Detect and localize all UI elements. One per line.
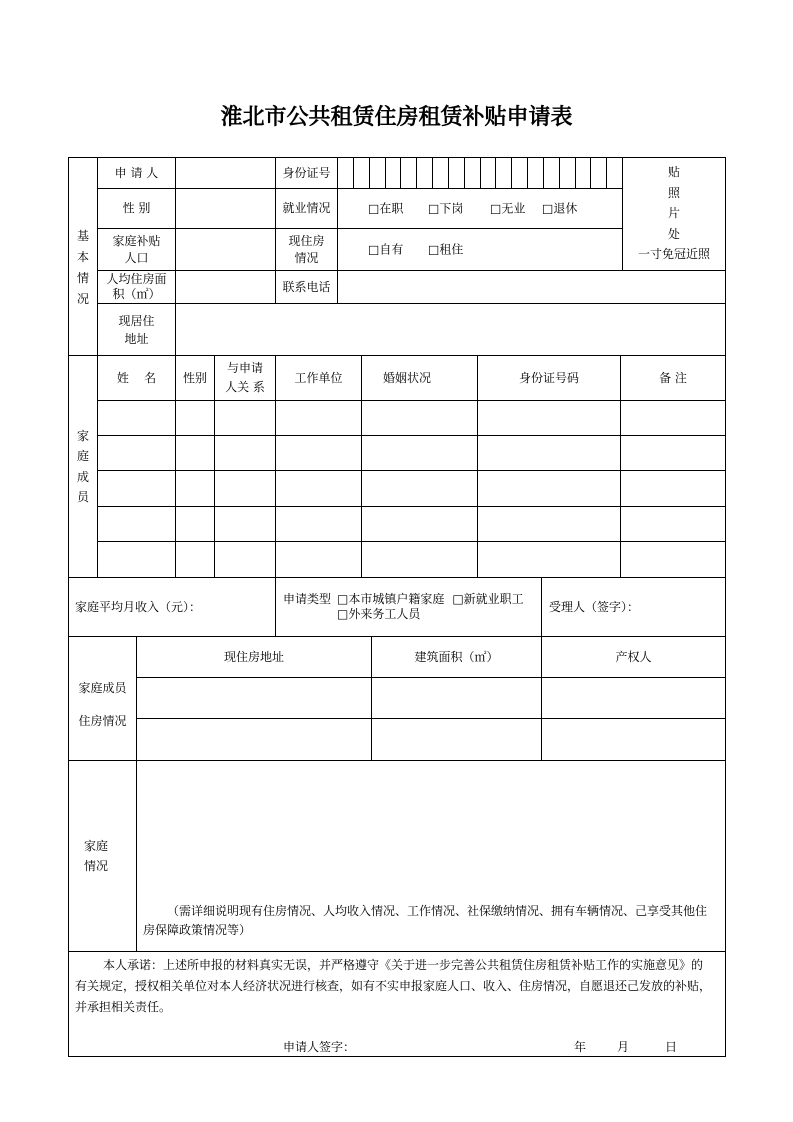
address-label: 现居住地址 — [118, 313, 155, 346]
receiver-signature-label: 受理人（签字）： — [541, 577, 726, 637]
id-number-digit-box — [385, 157, 401, 189]
family-member-row-4-marital-status-cell — [361, 506, 478, 542]
family-member-row-1-relation-cell — [214, 400, 276, 436]
gender-label: 性 别 — [97, 188, 176, 229]
family-member-row-3-name-cell — [97, 470, 176, 507]
gender-value-cell — [175, 188, 276, 229]
family-members-section-label: 家庭成员 — [76, 428, 89, 504]
date-year-label: 年 — [574, 1040, 587, 1054]
address-value-cell — [175, 303, 726, 356]
photo-placeholder-cell — [622, 157, 726, 271]
id-number-digit-box — [559, 157, 576, 189]
id-number-digit-box — [448, 157, 465, 189]
application-type-label: 申请类型 — [283, 592, 332, 606]
family-member-row-3-marital-status-cell — [361, 470, 478, 507]
employment-options-cell — [337, 188, 623, 229]
housing-column-owner: 产权人 — [541, 636, 726, 678]
id-number-digit-box — [495, 157, 512, 189]
subsidy-population-label: 家庭补贴人口 — [112, 233, 161, 265]
family-member-row-2-id-number-cell — [477, 435, 621, 471]
commitment-cell — [68, 951, 726, 1057]
id-number-digit-box — [416, 157, 433, 189]
housing-status-label: 现住房情况 — [288, 233, 325, 265]
family-member-row-4-relation-cell — [214, 506, 276, 542]
family-member-row-1-name-cell — [97, 400, 176, 436]
id-number-digit-box — [590, 157, 607, 189]
id-number-digit-box — [543, 157, 560, 189]
family-situation-label-cell — [68, 760, 137, 952]
family-housing-row-2-address-cell — [136, 718, 372, 761]
family-member-row-2-relation-cell — [214, 435, 276, 471]
photo-label: 贴照片处 — [667, 165, 680, 241]
family-member-row-4-work-unit-cell — [275, 506, 362, 542]
family-member-row-1-gender-cell — [175, 400, 215, 436]
family-column-work-unit: 工作单位 — [275, 355, 362, 401]
family-member-row-5-relation-cell — [214, 541, 276, 578]
family-column-name: 姓 名 — [97, 355, 176, 401]
employment-option-unemployed: □无业 — [490, 201, 526, 215]
per-capita-area-value-cell — [175, 270, 276, 304]
family-member-row-3-gender-cell — [175, 470, 215, 507]
family-member-row-2-work-unit-cell — [275, 435, 362, 471]
family-member-row-3-remark-cell — [620, 470, 726, 507]
family-situation-label: 家庭情况 — [83, 839, 108, 873]
basic-info-section-label-cell — [68, 157, 98, 356]
photo-size-note: 一寸免冠近照 — [637, 247, 710, 261]
family-member-row-1-work-unit-cell — [275, 400, 362, 436]
employment-option-retired: □退休 — [542, 201, 578, 215]
family-member-row-2-remark-cell — [620, 435, 726, 471]
application-type-group — [283, 592, 529, 622]
id-number-digit-box — [400, 157, 417, 189]
family-member-row-3-relation-cell — [214, 470, 276, 507]
family-housing-section-label-cell — [68, 636, 137, 761]
family-situation-note: （需详细说明现有住房情况、人均收入情况、工作情况、社保缴纳情况、拥有车辆情况、己享受其他住房保障政策情况等） — [143, 904, 708, 937]
applicant-value-cell — [175, 157, 276, 189]
subsidy-population-label-cell — [97, 228, 176, 271]
family-member-row-5-work-unit-cell — [275, 541, 362, 578]
family-member-row-1-marital-status-cell — [361, 400, 478, 436]
family-housing-row-1-address-cell — [136, 677, 372, 719]
family-member-row-2-marital-status-cell — [361, 435, 478, 471]
id-number-digit-box — [527, 157, 544, 189]
basic-info-section-label: 基本情况 — [76, 228, 89, 306]
application-type-options — [337, 592, 529, 622]
address-label-cell — [97, 303, 176, 356]
family-member-row-4-id-number-cell — [477, 506, 621, 542]
family-member-row-3-id-number-cell — [477, 470, 621, 507]
family-member-row-1-id-number-cell — [477, 400, 621, 436]
family-column-marital-status: 婚姻状况 — [361, 355, 478, 401]
id-number-digit-box — [353, 157, 370, 189]
application-type-option-local-urban: □本市城镇户籍家庭 — [337, 592, 445, 606]
family-member-row-2-gender-cell — [175, 435, 215, 471]
id-number-digit-box — [337, 157, 354, 189]
family-situation-content-cell — [136, 760, 726, 952]
applicant-signature-label: 申请人签字： — [283, 1040, 356, 1054]
family-member-row-3-work-unit-cell — [275, 470, 362, 507]
family-member-row-5-gender-cell — [175, 541, 215, 578]
employment-option-laid-off: □下岗 — [428, 201, 464, 215]
family-column-remark: 备 注 — [620, 355, 726, 401]
family-member-row-1-remark-cell — [620, 400, 726, 436]
family-column-id-number: 身份证号码 — [477, 355, 621, 401]
family-column-relation: 与申请人关 系 — [225, 361, 265, 394]
family-housing-row-1-area-cell — [371, 677, 542, 719]
application-type-cell — [275, 577, 542, 637]
id-number-digit-box — [432, 157, 449, 189]
id-number-digit-box — [511, 157, 528, 189]
id-number-digit-box — [606, 157, 623, 189]
family-housing-row-2-owner-cell — [541, 718, 726, 761]
phone-label: 联系电话 — [275, 270, 338, 304]
family-member-row-4-gender-cell — [175, 506, 215, 542]
id-number-digit-box — [480, 157, 496, 189]
housing-status-option-rented: □租住 — [428, 242, 464, 256]
commitment-text: 本人承诺：上述所申报的材料真实无误，并严格遵守《关于进一步完善公共租赁住房租赁补贴工作的实施意见》的有关规定，授权相关单位对本人经济状况进行核查，如有不实申报家庭人口、收入、住房情况，自愿退还己发放的补贴，并承担相关责任。 — [75, 958, 712, 1014]
per-capita-area-label: 人均住房面积（㎡） — [106, 272, 167, 301]
date-month-label: 月 — [617, 1040, 630, 1054]
monthly-income-label: 家庭平均月收入（元）： — [68, 577, 276, 637]
family-member-row-4-name-cell — [97, 506, 176, 542]
housing-status-options-cell — [337, 228, 623, 271]
family-member-row-5-name-cell — [97, 541, 176, 578]
employment-label: 就业情况 — [275, 188, 338, 229]
family-column-relation-cell — [214, 355, 276, 401]
id-number-digit-box — [575, 157, 591, 189]
family-column-gender: 性别 — [175, 355, 215, 401]
date-day-label: 日 — [665, 1040, 678, 1054]
family-member-row-5-remark-cell — [620, 541, 726, 578]
application-type-option-new-employee: □新就业职工 — [452, 592, 524, 606]
family-members-section-label-cell — [68, 355, 98, 578]
per-capita-area-label-cell — [97, 270, 176, 304]
family-member-row-2-name-cell — [97, 435, 176, 471]
family-housing-row-2-area-cell — [371, 718, 542, 761]
family-housing-section-label: 家庭成员住房情况 — [78, 681, 127, 728]
housing-column-address: 现住房地址 — [136, 636, 372, 678]
form-title: 淮北市公共租赁住房租赁补贴申请表 — [220, 104, 573, 130]
employment-option-employed: □在职 — [368, 201, 404, 215]
family-member-row-5-marital-status-cell — [361, 541, 478, 578]
id-number-digit-box — [464, 157, 481, 189]
family-member-row-5-id-number-cell — [477, 541, 621, 578]
housing-status-label-cell — [275, 228, 338, 271]
application-type-option-migrant-worker: □外来务工人员 — [337, 607, 421, 621]
id-number-digit-box — [369, 157, 386, 189]
housing-column-area: 建筑面积（㎡） — [371, 636, 542, 678]
housing-status-option-owned: □自有 — [368, 242, 404, 256]
applicant-label: 申 请 人 — [97, 157, 176, 189]
family-housing-row-1-owner-cell — [541, 677, 726, 719]
phone-value-cell — [337, 270, 726, 304]
id-number-label: 身份证号 — [275, 157, 338, 189]
subsidy-population-value-cell — [175, 228, 276, 271]
family-member-row-4-remark-cell — [620, 506, 726, 542]
